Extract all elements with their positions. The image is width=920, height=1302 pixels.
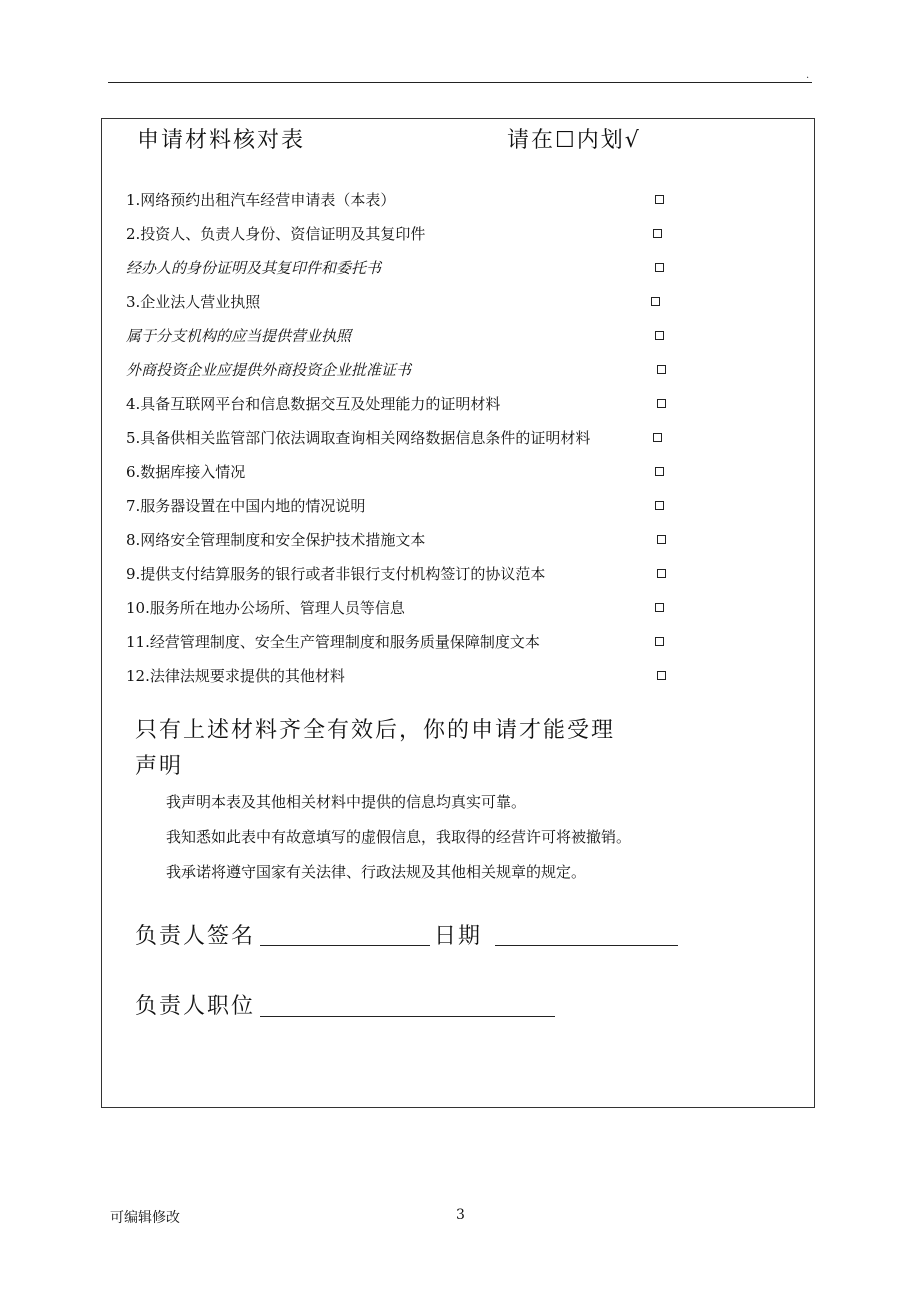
checklist-item-label: 9.提供支付结算服务的银行或者非银行支付机构签订的协议范本: [126, 565, 546, 583]
date-label: 日期: [434, 924, 483, 949]
date-field[interactable]: [495, 945, 678, 946]
header-rule: [108, 82, 812, 83]
signer-signature-field[interactable]: [260, 945, 430, 946]
declaration-line-1: 我声明本表及其他相关材料中提供的信息均真实可靠。: [166, 793, 527, 811]
checklist-item: [126, 285, 806, 319]
checklist-checkbox[interactable]: [655, 501, 664, 510]
checklist-item-label: 经办人的身份证明及其复印件和委托书: [126, 259, 382, 277]
checklist-checkbox[interactable]: [657, 671, 666, 680]
checklist-item-label: 2.投资人、负责人身份、资信证明及其复印件: [126, 225, 426, 243]
completeness-notice: 只有上述材料齐全有效后，你的申请才能受理: [135, 718, 616, 743]
checklist-item: [126, 625, 806, 659]
material-checklist: [126, 183, 806, 693]
checklist-item-label: 7.服务器设置在中国内地的情况说明: [126, 497, 366, 515]
checklist-checkbox[interactable]: [653, 229, 662, 238]
page-number: 3: [456, 1207, 465, 1223]
checklist-item: [126, 217, 806, 251]
checklist-checkbox[interactable]: [657, 365, 666, 374]
declaration-title: 声明: [135, 754, 184, 779]
checklist-item: [126, 353, 806, 387]
checklist-checkbox[interactable]: [651, 297, 660, 306]
checklist-checkbox[interactable]: [655, 331, 664, 340]
checklist-item-label: 10.服务所在地办公场所、管理人员等信息: [126, 599, 405, 617]
checklist-checkbox[interactable]: [657, 569, 666, 578]
checklist-item-label: 12.法律法规要求提供的其他材料: [126, 667, 345, 685]
checklist-item-label: 属于分支机构的应当提供营业执照: [126, 327, 352, 345]
checklist-item: [126, 489, 806, 523]
checklist-item-label: 外商投资企业应提供外商投资企业批准证书: [126, 361, 412, 379]
checklist-item: [126, 251, 806, 285]
checklist-item: [126, 183, 806, 217]
checklist-item-label: 3.企业法人营业执照: [126, 293, 261, 311]
checklist-item-label: 8.网络安全管理制度和安全保护技术措施文本: [126, 531, 426, 549]
checklist-checkbox[interactable]: [655, 195, 664, 204]
checklist-checkbox[interactable]: [655, 263, 664, 272]
checklist-item: [126, 523, 806, 557]
checklist-checkbox[interactable]: [655, 637, 664, 646]
checkbox-instruction: 请在☐内划√: [507, 128, 641, 153]
position-label: 负责人职位: [135, 994, 256, 1019]
checklist-item: [126, 387, 806, 421]
checklist-item-label: 4.具备互联网平台和信息数据交互及处理能力的证明材料: [126, 395, 501, 413]
checklist-item: [126, 319, 806, 353]
checklist-checkbox[interactable]: [655, 603, 664, 612]
checklist-item: [126, 659, 806, 693]
checklist-item-label: 6.数据库接入情况: [126, 463, 246, 481]
checklist-checkbox[interactable]: [657, 399, 666, 408]
checklist-item-label: 1.网络预约出租汽车经营申请表（本表）: [126, 191, 396, 209]
signer-label: 负责人签名: [135, 924, 256, 949]
declaration-line-2: 我知悉如此表中有故意填写的虚假信息，我取得的经营许可将被撤销。: [166, 828, 632, 846]
checklist-checkbox[interactable]: [653, 433, 662, 442]
checklist-checkbox[interactable]: [657, 535, 666, 544]
footer-editable-note: 可编辑修改: [110, 1210, 180, 1226]
checklist-item: [126, 591, 806, 625]
checklist-item: [126, 557, 806, 591]
checklist-item: [126, 455, 806, 489]
checklist-item-label: 11.经营管理制度、安全生产管理制度和服务质量保障制度文本: [126, 633, 540, 651]
checklist-item-label: 5.具备供相关监管部门依法调取查询相关网络数据信息条件的证明材料: [126, 429, 591, 447]
checklist-title: 申请材料核对表: [137, 128, 306, 153]
declaration-line-3: 我承诺将遵守国家有关法律、行政法规及其他相关规章的规定。: [166, 863, 587, 881]
checklist-item: [126, 421, 806, 455]
position-field[interactable]: [260, 1016, 555, 1017]
checklist-checkbox[interactable]: [655, 467, 664, 476]
checklist-frame: [101, 118, 815, 1108]
header-dot: .: [806, 70, 810, 81]
